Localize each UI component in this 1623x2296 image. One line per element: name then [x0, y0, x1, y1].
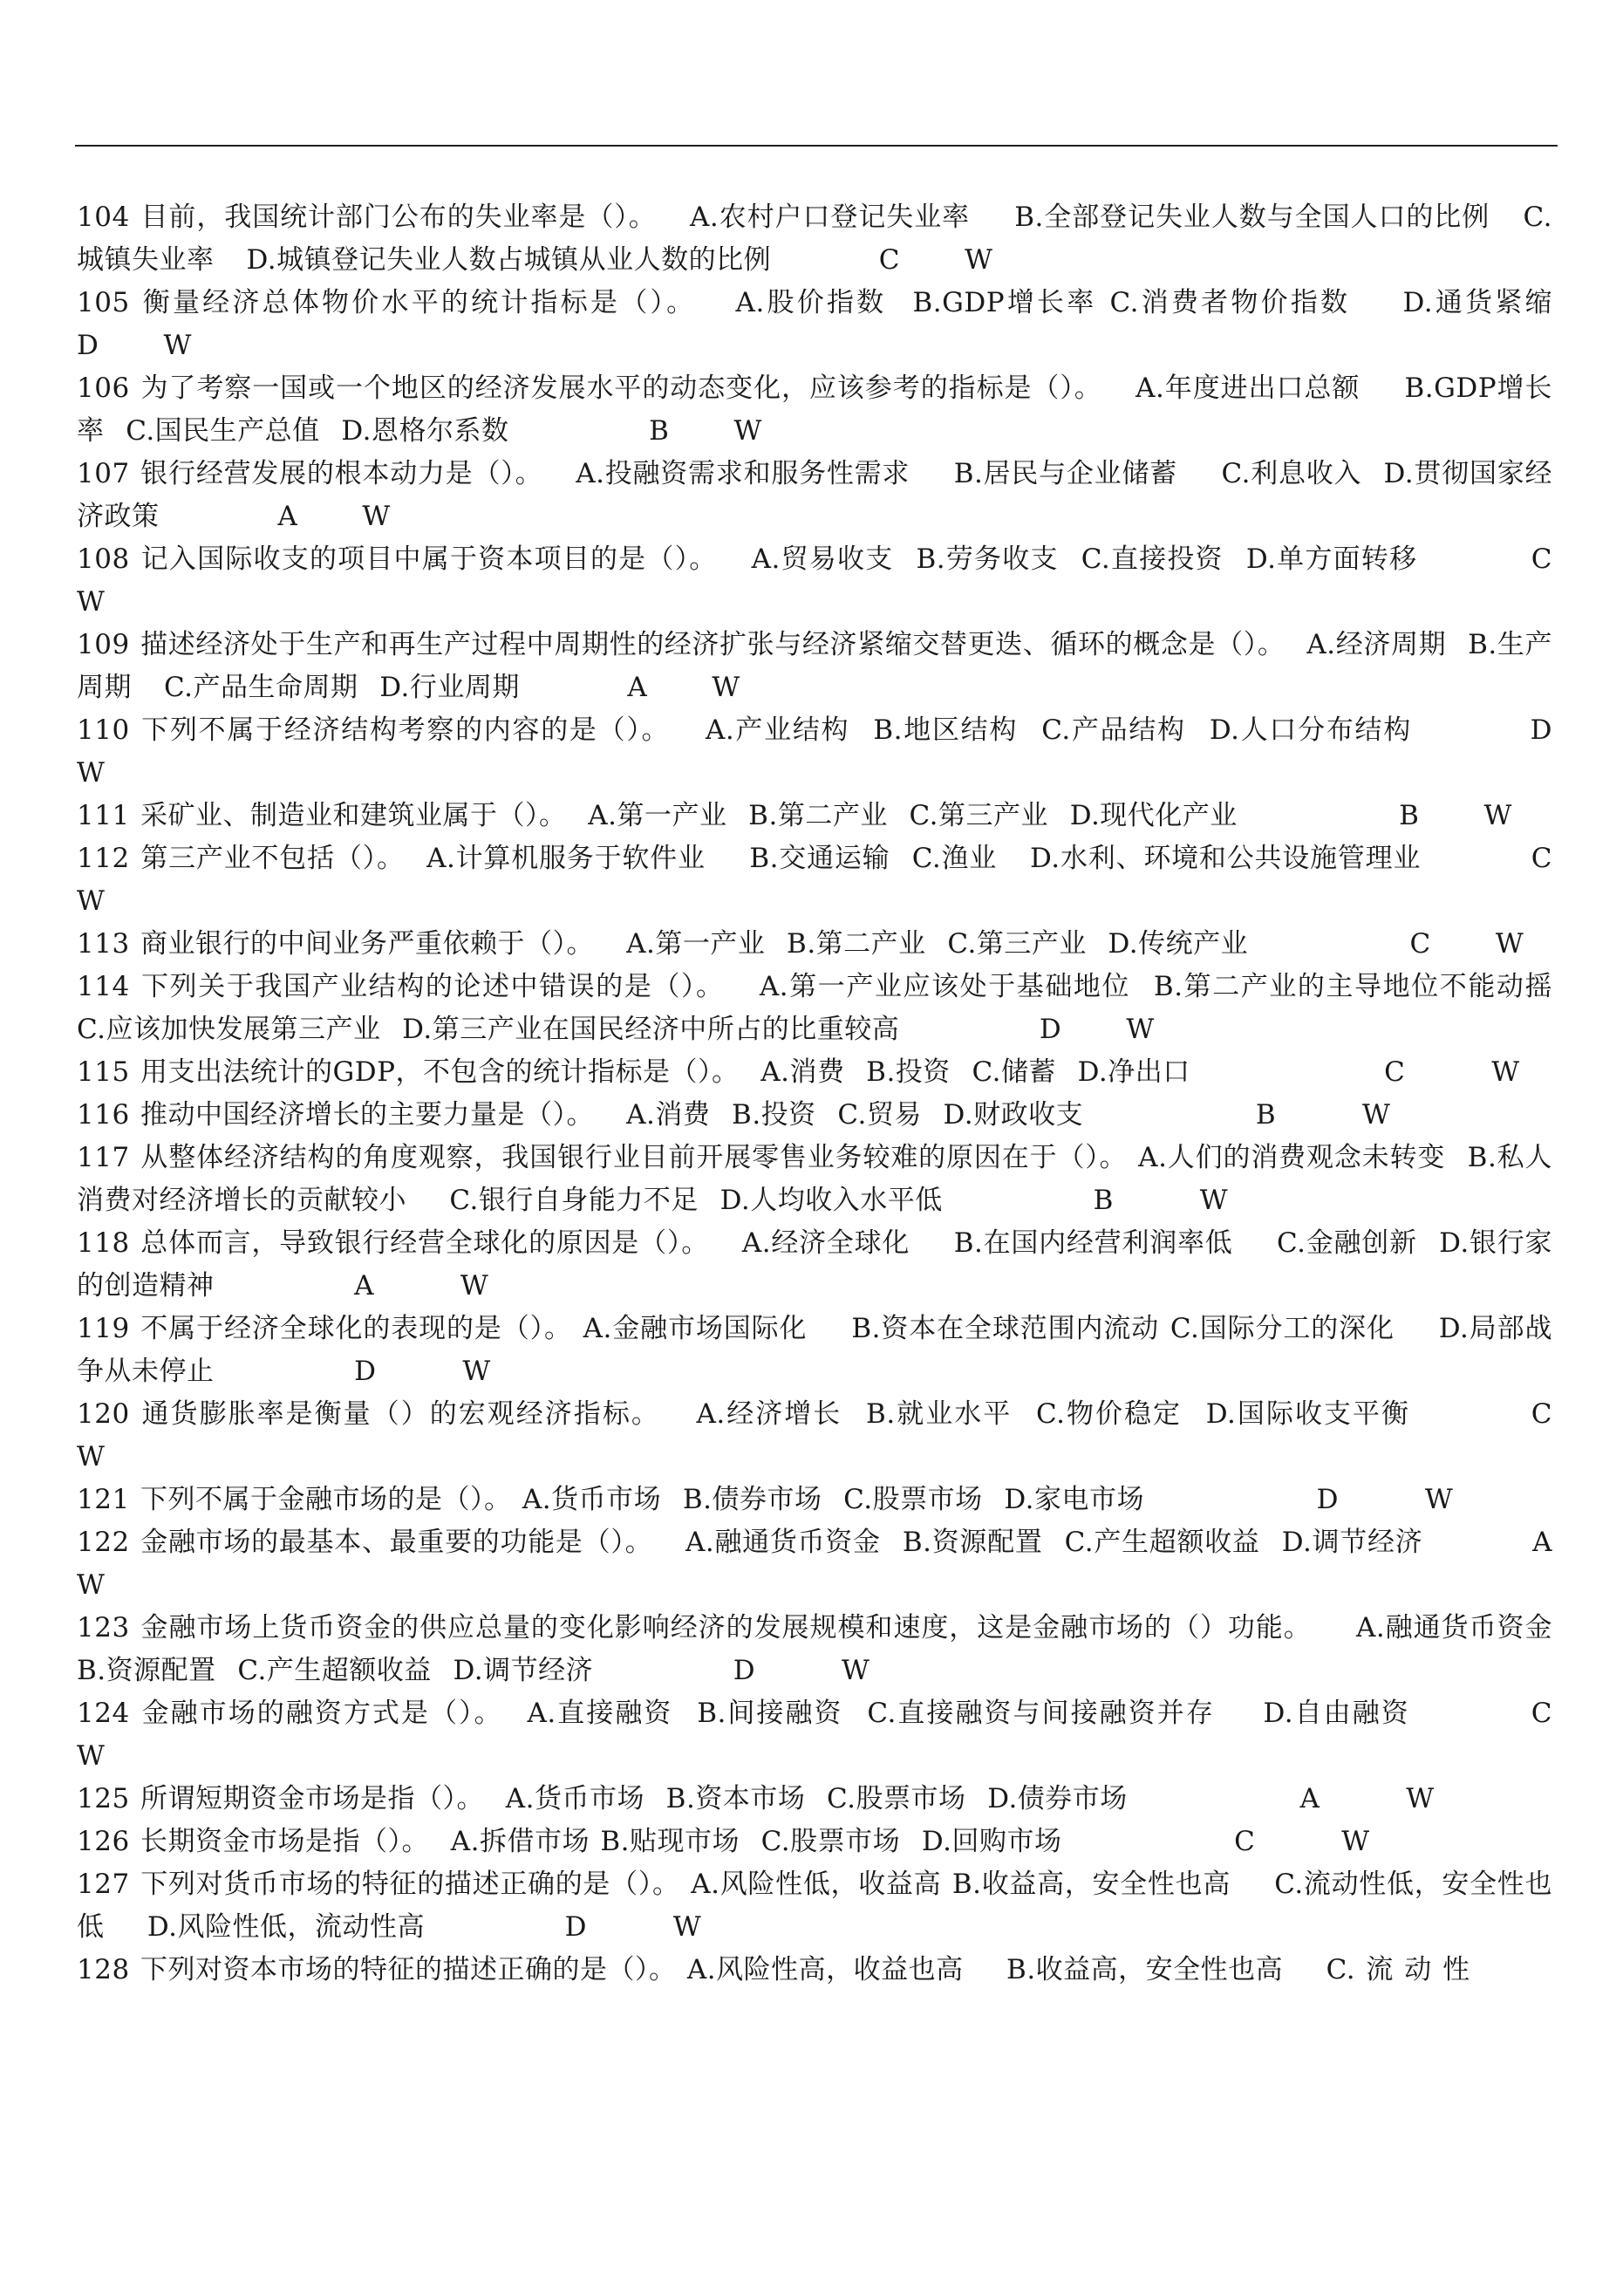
question-123	[77, 1607, 1596, 1692]
question-number: 109	[77, 629, 130, 660]
question-mark: W	[362, 501, 391, 532]
question-mark: W	[77, 1740, 106, 1772]
question-text: 采矿业、制造业和建筑业属于（）。 A.第一产业 B.第二产业 C.第三产业 D.现代化产业	[140, 800, 1238, 831]
question-115	[77, 1051, 1552, 1094]
question-answer: A	[1299, 1783, 1320, 1814]
question-number: 113	[77, 928, 130, 960]
question-116	[77, 1094, 1552, 1137]
question-mark: W	[1495, 928, 1524, 960]
question-number: 110	[77, 714, 130, 746]
question-text: 下列不属于经济结构考察的内容的是（）。 A.产业结构 B.地区结构 C.产品结构 D.人口分布结构	[141, 714, 1412, 746]
question-answer: D	[1316, 1484, 1339, 1515]
question-text: 用支出法统计的GDP，不包含的统计指标是（）。 A.消费 B.投资 C.储蓄 D.净出口	[140, 1056, 1190, 1088]
question-117	[77, 1137, 1552, 1222]
question-answer: A	[1532, 1527, 1552, 1558]
question-number: 121	[77, 1484, 130, 1515]
question-number: 127	[77, 1869, 130, 1900]
question-number: 108	[77, 543, 130, 575]
question-answer: D	[564, 1911, 587, 1943]
question-128	[77, 1949, 1552, 1992]
question-107	[77, 453, 1552, 538]
question-text: 下列关于我国产业结构的论述中错误的是（）。 A.第一产业应该处于基础地位 B.第二产业的主导地位不能动摇 C.应该加快发展第三产业 D.第三产业在国民经济中所占的比重较高	[77, 971, 1574, 1045]
question-answer: C	[1409, 928, 1431, 960]
question-108	[77, 538, 1552, 624]
question-answer: D	[733, 1655, 756, 1686]
question-number: 107	[77, 458, 130, 489]
question-text: 记入国际收支的项目中属于资本项目的是（）。 A.贸易收支 B.劳务收支 C.直接投资 D.单方面转移	[140, 543, 1418, 575]
question-text: 从整体经济结构的角度观察，我国银行业目前开展零售业务较难的原因在于（）。 A.人们的消费观念未转变 B.私人消费对经济增长的贡献较小 C.银行自身能力不足 D.人均收入水平低	[77, 1142, 1553, 1216]
question-answer: C	[878, 244, 900, 276]
question-number: 114	[77, 971, 130, 1002]
question-answer: C	[1531, 543, 1552, 575]
question-answer: A	[277, 501, 298, 532]
question-text: 为了考察一国或一个地区的经济发展水平的动态变化，应该参考的指标是（）。 A.年度进出口总额 B.GDP增长率 C.国民生产总值 D.恩格尔系数	[77, 372, 1552, 447]
question-text: 银行经营发展的根本动力是（）。 A.投融资需求和服务性需求 B.居民与企业储蓄 C.利息收入 D.贯彻国家经济政策	[77, 458, 1552, 532]
question-text: 通货膨胀率是衡量（）的宏观经济指标。 A.经济增长 B.就业水平 C.物价稳定 D.国际收支平衡	[141, 1398, 1411, 1430]
question-answer: B	[1093, 1185, 1114, 1216]
question-mark: W	[965, 244, 993, 276]
question-answer: B	[1255, 1099, 1277, 1131]
question-answer: C	[1384, 1056, 1406, 1088]
question-number: 105	[77, 287, 130, 318]
question-number: 115	[77, 1056, 130, 1088]
question-answer: B	[649, 415, 670, 447]
question-number: 124	[77, 1698, 130, 1729]
question-text: 推动中国经济增长的主要力量是（）。 A.消费 B.投资 C.贸易 D.财政收支	[140, 1099, 1084, 1131]
question-number: 106	[77, 372, 130, 404]
header-rule	[75, 145, 1558, 147]
question-number: 128	[77, 1954, 130, 1985]
question-mark: W	[77, 1569, 106, 1601]
question-answer: A	[354, 1270, 374, 1302]
question-mark: W	[1199, 1185, 1229, 1216]
question-111	[77, 795, 1552, 837]
question-answer: D	[1039, 1014, 1062, 1045]
question-113	[77, 923, 1552, 966]
question-114	[77, 966, 1574, 1051]
question-text: 目前，我国统计部门公布的失业率是（）。 A.农村户口登记失业率 B.全部登记失业人数与全国人口的比例 C.城镇失业率 D.城镇登记失业人数占城镇从业人数的比例	[77, 202, 1552, 276]
question-text: 金融市场的最基本、最重要的功能是（）。 A.融通货币资金 B.资源配置 C.产生超额收益 D.调节经济	[140, 1527, 1423, 1558]
question-mark: W	[841, 1655, 870, 1686]
question-answer: C	[1531, 843, 1552, 874]
question-mark: W	[163, 330, 192, 361]
question-number: 116	[77, 1099, 130, 1131]
question-text: 描述经济处于生产和再生产过程中周期性的经济扩张与经济紧缩交替更迭、循环的概念是（）。 A.经济周期 B.生产周期 C.产品生命周期 D.行业周期	[77, 629, 1552, 703]
question-119	[77, 1308, 1552, 1393]
question-mark: W	[77, 885, 106, 917]
question-number: 118	[77, 1227, 130, 1259]
question-127	[77, 1863, 1552, 1949]
question-text: 下列对资本市场的特征的描述正确的是（）。 A.风险性高，收益也高 B.收益高，安全性也高 C. 流 动 性	[140, 1954, 1470, 1985]
question-answer: C	[1531, 1698, 1552, 1729]
question-answer: D	[77, 330, 99, 361]
question-mark: W	[462, 1356, 491, 1387]
question-list	[77, 196, 1596, 1992]
question-text: 总体而言，导致银行经营全球化的原因是（）。 A.经济全球化 B.在国内经营利润率低 C.金融创新 D.银行家的创造精神	[77, 1227, 1552, 1302]
question-mark: W	[1126, 1014, 1155, 1045]
question-text: 下列不属于金融市场的是（）。 A.货币市场 B.债券市场 C.股票市场 D.家电市场	[140, 1484, 1144, 1515]
question-number: 126	[77, 1826, 130, 1857]
question-112	[77, 837, 1552, 923]
question-text: 金融市场上货币资金的供应总量的变化影响经济的发展规模和速度，这是金融市场的（）功能。 A.融通货币资金 B.资源配置 C.产生超额收益 D.调节经济	[77, 1612, 1596, 1686]
question-mark: W	[1483, 800, 1512, 831]
question-answer: D	[354, 1356, 377, 1387]
question-mark: W	[1361, 1099, 1391, 1131]
question-110	[77, 709, 1552, 795]
question-mark: W	[733, 415, 762, 447]
question-105	[77, 282, 1552, 367]
question-text: 所谓短期资金市场是指（）。 A.货币市场 B.资本市场 C.股票市场 D.债券市场	[140, 1783, 1128, 1814]
question-number: 125	[77, 1783, 130, 1814]
question-mark: W	[77, 586, 106, 618]
question-mark: W	[712, 672, 740, 703]
question-text: 商业银行的中间业务严重依赖于（）。 A.第一产业 B.第二产业 C.第三产业 D.传统产业	[140, 928, 1249, 960]
question-mark: W	[672, 1911, 702, 1943]
question-mark: W	[460, 1270, 489, 1302]
question-mark: W	[1424, 1484, 1454, 1515]
question-mark: W	[77, 757, 106, 789]
question-mark: W	[77, 1441, 106, 1473]
question-number: 117	[77, 1142, 130, 1173]
question-104	[77, 196, 1552, 282]
question-text: 不属于经济全球化的表现的是（）。 A.金融市场国际化 B.资本在全球范围内流动 C.国际分工的深化 D.局部战争从未停止	[77, 1313, 1552, 1387]
question-120	[77, 1393, 1552, 1479]
question-number: 104	[77, 202, 130, 233]
question-text: 金融市场的融资方式是（）。 A.直接融资 B.间接融资 C.直接融资与间接融资并存 D.自由融资	[141, 1698, 1410, 1729]
question-answer: D	[1530, 714, 1553, 746]
question-answer: B	[1399, 800, 1420, 831]
question-number: 120	[77, 1398, 130, 1430]
question-mark: W	[1341, 1826, 1370, 1857]
question-number: 119	[77, 1313, 130, 1344]
question-text: 衡量经济总体物价水平的统计指标是（）。 A.股价指数 B.GDP增长率 C.消费者物价指数 D.通货紧缩	[142, 287, 1552, 318]
question-mark: W	[1406, 1783, 1435, 1814]
question-121	[77, 1479, 1552, 1521]
question-text: 下列对货币市场的特征的描述正确的是（）。 A.风险性低，收益高 B.收益高，安全性也高 C.流动性低，安全性也低 D.风险性低，流动性高	[77, 1869, 1552, 1943]
question-number: 123	[77, 1612, 130, 1643]
question-number: 122	[77, 1527, 130, 1558]
question-106	[77, 367, 1552, 453]
question-text: 长期资金市场是指（）。 A.拆借市场 B.贴现市场 C.股票市场 D.回购市场	[140, 1826, 1062, 1857]
question-118	[77, 1222, 1552, 1308]
question-122	[77, 1521, 1552, 1607]
question-126	[77, 1821, 1552, 1863]
question-answer: C	[1234, 1826, 1256, 1857]
question-109	[77, 624, 1552, 709]
question-125	[77, 1778, 1552, 1821]
question-text: 第三产业不包括（）。 A.计算机服务于软件业 B.交通运输 C.渔业 D.水利、环境和公共设施管理业	[140, 843, 1422, 874]
question-number: 111	[77, 800, 130, 831]
question-answer: C	[1531, 1398, 1552, 1430]
question-answer: A	[627, 672, 648, 703]
question-mark: W	[1491, 1056, 1520, 1088]
question-124	[77, 1692, 1552, 1778]
question-number: 112	[77, 843, 130, 874]
